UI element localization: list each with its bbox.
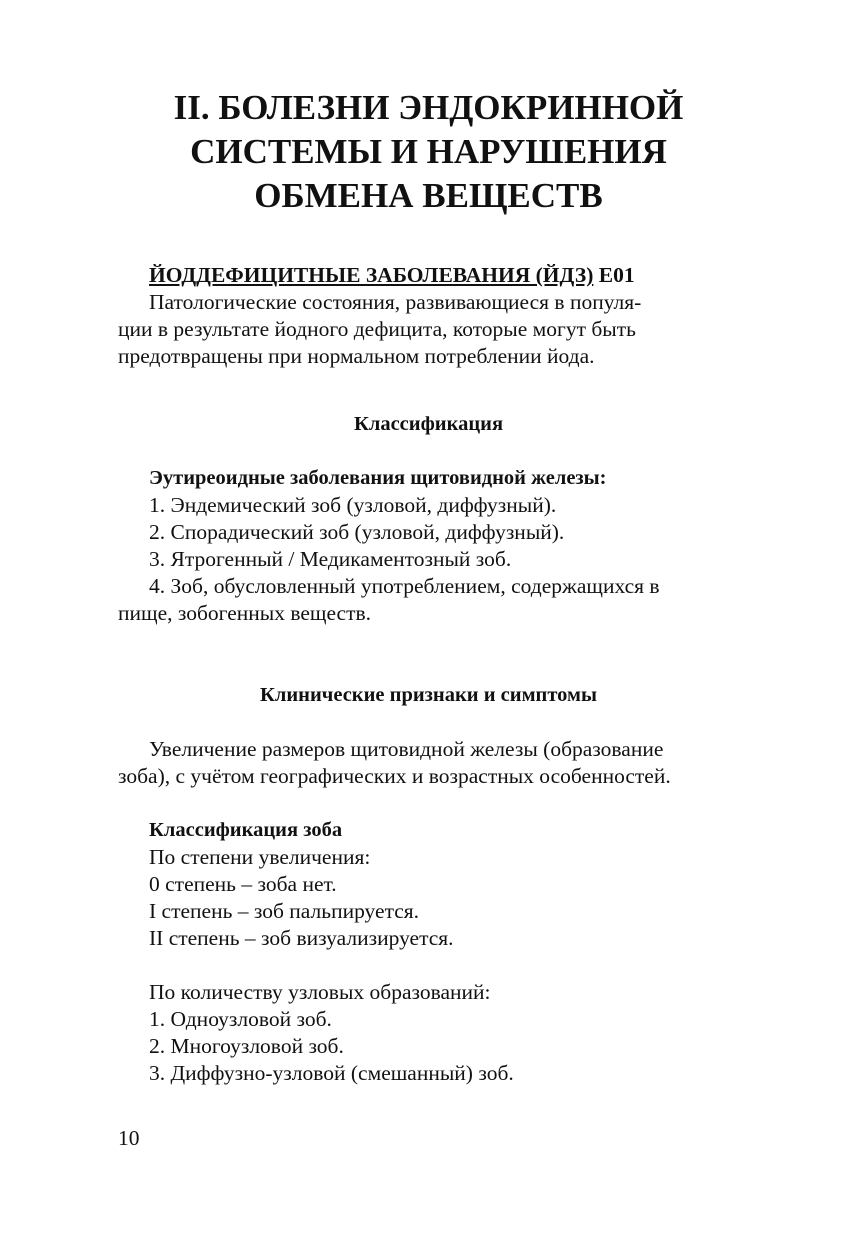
- goiter-classification-heading: Классификация зоба: [149, 819, 343, 841]
- body-text: [118, 262, 739, 1087]
- chapter-title: [118, 86, 739, 218]
- clinical-heading: Клинические признаки и симптомы: [260, 684, 597, 706]
- classification-item-4-line-2: пище, зобогенных веществ.: [118, 601, 371, 625]
- goiter-degree-1: I степень – зоб пальпируется.: [149, 899, 420, 923]
- page-number: 10: [118, 1126, 140, 1150]
- classification-item-4-line-1: 4. Зоб, обусловленный употреблением, содержащихся в: [149, 574, 660, 598]
- chapter-title-line-1: II. БОЛЕЗНИ ЭНДОКРИННОЙ: [173, 88, 684, 127]
- chapter-title-line-3: ОБМЕНА ВЕЩЕСТВ: [254, 176, 603, 215]
- spacer: [118, 627, 739, 682]
- section-heading-title: ЙОДДЕФИЦИТНЫЕ ЗАБОЛЕВАНИЯ (ЙДЗ): [149, 263, 594, 287]
- section-heading: [118, 262, 739, 289]
- classification-subheading: Эутиреоидные заболевания щитовидной железы:: [149, 467, 607, 489]
- spacer: [118, 438, 739, 465]
- spacer: [118, 790, 739, 817]
- definition-line-1: Патологические состояния, развивающиеся в популя-: [149, 290, 642, 314]
- goiter-degree-0: 0 степень – зоба нет.: [149, 872, 337, 896]
- definition-line-3: предотвращены при нормальном потреблении йода.: [118, 344, 595, 368]
- spacer: [118, 709, 739, 736]
- section-heading-code: Е01: [593, 263, 635, 287]
- definition-line-2: ции в результате йодного дефицита, которые могут быть: [118, 317, 636, 341]
- goiter-nodes-label: По количеству узловых образований:: [149, 980, 491, 1004]
- classification-heading: Классификация: [353, 413, 504, 435]
- chapter-title-line-2: СИСТЕМЫ И НАРУШЕНИЯ: [190, 132, 667, 171]
- goiter-degree-2: II степень – зоб визуализируется.: [149, 926, 454, 950]
- goiter-nodes-2: 2. Многоузловой зоб.: [149, 1034, 344, 1058]
- classification-item-1: 1. Эндемический зоб (узловой, диффузный).: [149, 493, 557, 517]
- spacer: [118, 370, 739, 411]
- classification-item-3: 3. Ятрогенный / Медикаментозный зоб.: [149, 547, 512, 571]
- spacer: [118, 952, 739, 979]
- clinical-line-2: зоба), с учётом географических и возрастных особенностей.: [118, 764, 671, 788]
- goiter-nodes-3: 3. Диффузно-узловой (смешанный) зоб.: [149, 1061, 514, 1085]
- goiter-degree-label: По степени увеличения:: [149, 845, 371, 869]
- classification-item-2: 2. Спорадический зоб (узловой, диффузный).: [149, 520, 565, 544]
- goiter-nodes-1: 1. Одноузловой зоб.: [149, 1007, 332, 1031]
- clinical-line-1: Увеличение размеров щитовидной железы (образование: [149, 737, 664, 761]
